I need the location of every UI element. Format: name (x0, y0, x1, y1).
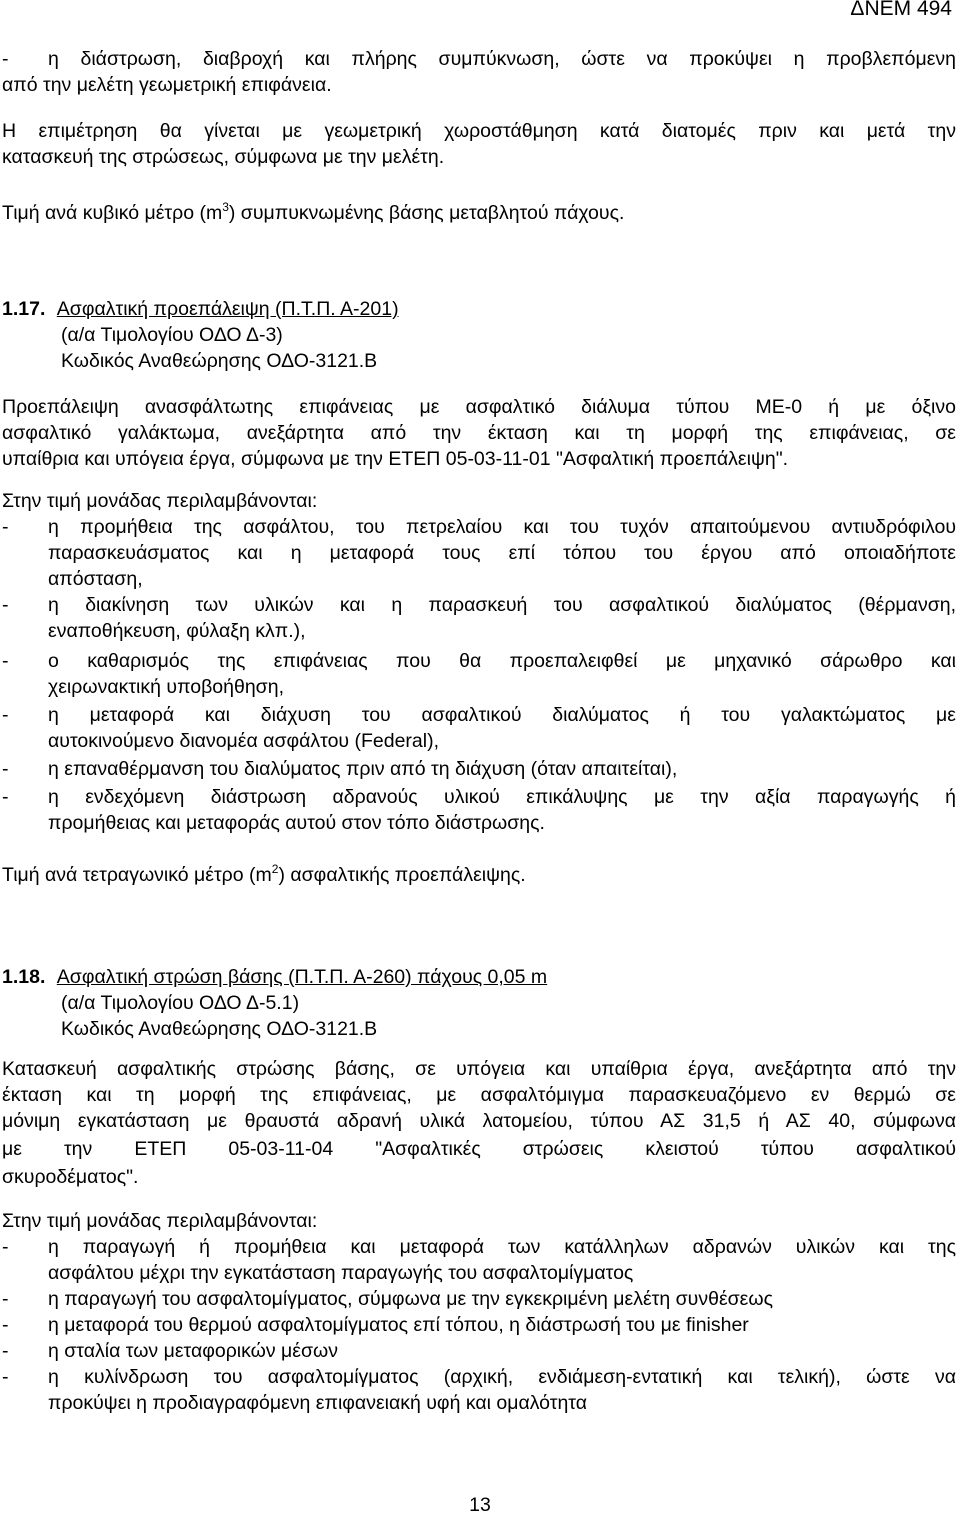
list-dash: - (2, 594, 9, 616)
list-dash: - (2, 1340, 9, 1362)
list-item-text: η επαναθέρμανση του διαλύματος πριν από τη διάχυση (όταν απαιτείται), (48, 758, 678, 780)
paragraph: μόνιμη εγκατάσταση με θραυστά αδρανή υλικά λατομείου, τύπου ΑΣ 31,5 ή ΑΣ 40, σύμφωνα (2, 1110, 956, 1132)
page-number: 13 (469, 1494, 491, 1516)
list-dash: - (2, 650, 9, 672)
price-text: Τιμή ανά κυβικό μέτρο (m (2, 202, 223, 224)
list-item-text: η προμήθεια της ασφάλτου, του πετρελαίου και του τυχόν απαιτούμενου αντιυδρόφιλου (48, 516, 956, 538)
paragraph: Κατασκευή ασφαλτικής στρώσης βάσης, σε υπόγεια και υπαίθρια έργα, ανεξάρτητα από την (2, 1058, 956, 1080)
list-item-text: η ενδεχόμενη διάστρωση αδρανούς υλικού επικάλυψης με την αξία παραγωγής ή (48, 786, 956, 808)
list-dash: - (2, 48, 9, 70)
section-heading (2, 964, 547, 990)
list-item-text: ασφάλτου μέχρι την εγκατάσταση παραγωγής του ασφαλτομίγματος (48, 1262, 634, 1284)
section-reference: (α/α Τιμολογίου ΟΔΟ Δ-5.1) (61, 992, 300, 1014)
list-item-text: η σταλία των μεταφορικών μέσων (48, 1340, 338, 1362)
paragraph: ασφαλτικό γαλάκτωμα, ανεξάρτητα από την έκταση και τη μορφή της επιφάνειας, σε (2, 422, 956, 444)
list-item-text: η παραγωγή του ασφαλτομίγματος, σύμφωνα με την εγκεκριμένη μελέτη συνθέσεως (48, 1288, 773, 1310)
list-item-text: η μεταφορά και διάχυση του ασφαλτικού διαλύματος ή του γαλακτώματος με (48, 704, 956, 726)
revision-code: Κωδικός Αναθεώρησης ΟΔΟ-3121.Β (61, 1018, 378, 1040)
list-item-text: αυτοκινούμενο διανομέα ασφάλτου (Federal), (48, 730, 440, 752)
list-item-text: η μεταφορά του θερμού ασφαλτομίγματος επί τόπου, η διάστρωσή του με finisher (48, 1314, 749, 1336)
list-item-text: προμήθειας και μεταφοράς αυτού στον τόπο διάστρωσης. (48, 812, 545, 834)
section-number: 1.18. (2, 966, 46, 988)
revision-code: Κωδικός Αναθεώρησης ΟΔΟ-3121.Β (61, 350, 378, 372)
list-item-text: από την μελέτη γεωμετρική επιφάνεια. (2, 74, 332, 96)
section-heading (2, 296, 399, 322)
paragraph: Η επιμέτρηση θα γίνεται με γεωμετρική χωροστάθμηση κατά διατομές πριν και μετά την (2, 120, 956, 142)
list-dash: - (2, 786, 9, 808)
price-text: ) ασφαλτικής προεπάλειψης. (278, 864, 526, 886)
paragraph: Προεπάλειψη ανασφάλτωτης επιφάνειας με ασφαλτικό διάλυμα τύπου ΜΕ-0 ή με όξινο (2, 396, 956, 418)
price-unit-line (2, 200, 956, 226)
list-item-text: παρασκευάσματος και η μεταφορά τους επί τόπου του έργου από οποιαδήποτε (48, 542, 956, 564)
paragraph: υπαίθρια και υπόγεια έργα, σύμφωνα με την ΕΤΕΠ 05-03-11-01 "Ασφαλτική προεπάλειψη". (2, 448, 789, 470)
includes-heading: Στην τιμή μονάδας περιλαμβάνονται: (2, 490, 318, 512)
list-item-text: απόσταση, (48, 568, 143, 590)
list-dash: - (2, 1366, 9, 1388)
list-dash: - (2, 758, 9, 780)
paragraph: έκταση και τη μορφή της επιφάνειας, με ασφαλτόμιγμα παρασκευαζόμενο εν θερμώ σε (2, 1084, 956, 1106)
list-item-text: η παραγωγή ή προμήθεια και μεταφορά των κατάλληλων αδρανών υλικών και της (48, 1236, 956, 1258)
paragraph: κατασκευή της στρώσεως, σύμφωνα με την μελέτη. (2, 146, 445, 168)
list-item-text: προκύψει η προδιαγραφόμενη επιφανειακή υφή και ομαλότητα (48, 1392, 588, 1414)
price-text: Τιμή ανά τετραγωνικό μέτρο (m (2, 864, 272, 886)
list-item-text: ο καθαρισμός της επιφάνειας που θα προεπαλειφθεί με μηχανικό σάρωθρο και (48, 650, 956, 672)
list-item-text: η διάστρωση, διαβροχή και πλήρης συμπύκνωση, ώστε να προκύψει η προβλεπόμενη (48, 48, 956, 70)
section-number: 1.17. (2, 298, 46, 320)
list-dash: - (2, 1288, 9, 1310)
paragraph: σκυροδέματος". (2, 1166, 139, 1188)
section-title: Ασφαλτική στρώση βάσης (Π.Τ.Π. Α-260) πάχους 0,05 m (56, 966, 548, 988)
section-title: Ασφαλτική προεπάλειψη (Π.Τ.Π. Α-201) (56, 298, 399, 320)
unit-exponent: 2 (271, 862, 279, 876)
list-dash: - (2, 704, 9, 726)
price-text: ) συμπυκνωμένης βάσης μεταβλητού πάχους. (228, 202, 625, 224)
list-dash: - (2, 1314, 9, 1336)
includes-heading: Στην τιμή μονάδας περιλαμβάνονται: (2, 1210, 318, 1232)
section-reference: (α/α Τιμολογίου ΟΔΟ Δ-3) (61, 324, 283, 346)
document-code: ΔΝΕΜ 494 (850, 0, 952, 20)
paragraph: με την ΕΤΕΠ 05-03-11-04 "Ασφαλτικές στρώσεις κλειστού τύπου ασφαλτικού (2, 1138, 956, 1160)
list-dash: - (2, 516, 9, 538)
list-item-text: η κυλίνδρωση του ασφαλτομίγματος (αρχική, ενδιάμεση-εντατική και τελική), ώστε να (48, 1366, 956, 1388)
list-item-text: χειρωνακτική υποβοήθηση, (48, 676, 284, 698)
price-unit-line (2, 862, 956, 888)
list-dash: - (2, 1236, 9, 1258)
unit-exponent: 3 (222, 200, 229, 214)
list-item-text: η διακίνηση των υλικών και η παρασκευή του ασφαλτικού διαλύματος (θέρμανση, (48, 594, 956, 616)
list-item-text: εναποθήκευση, φύλαξη κλπ.), (48, 620, 306, 642)
